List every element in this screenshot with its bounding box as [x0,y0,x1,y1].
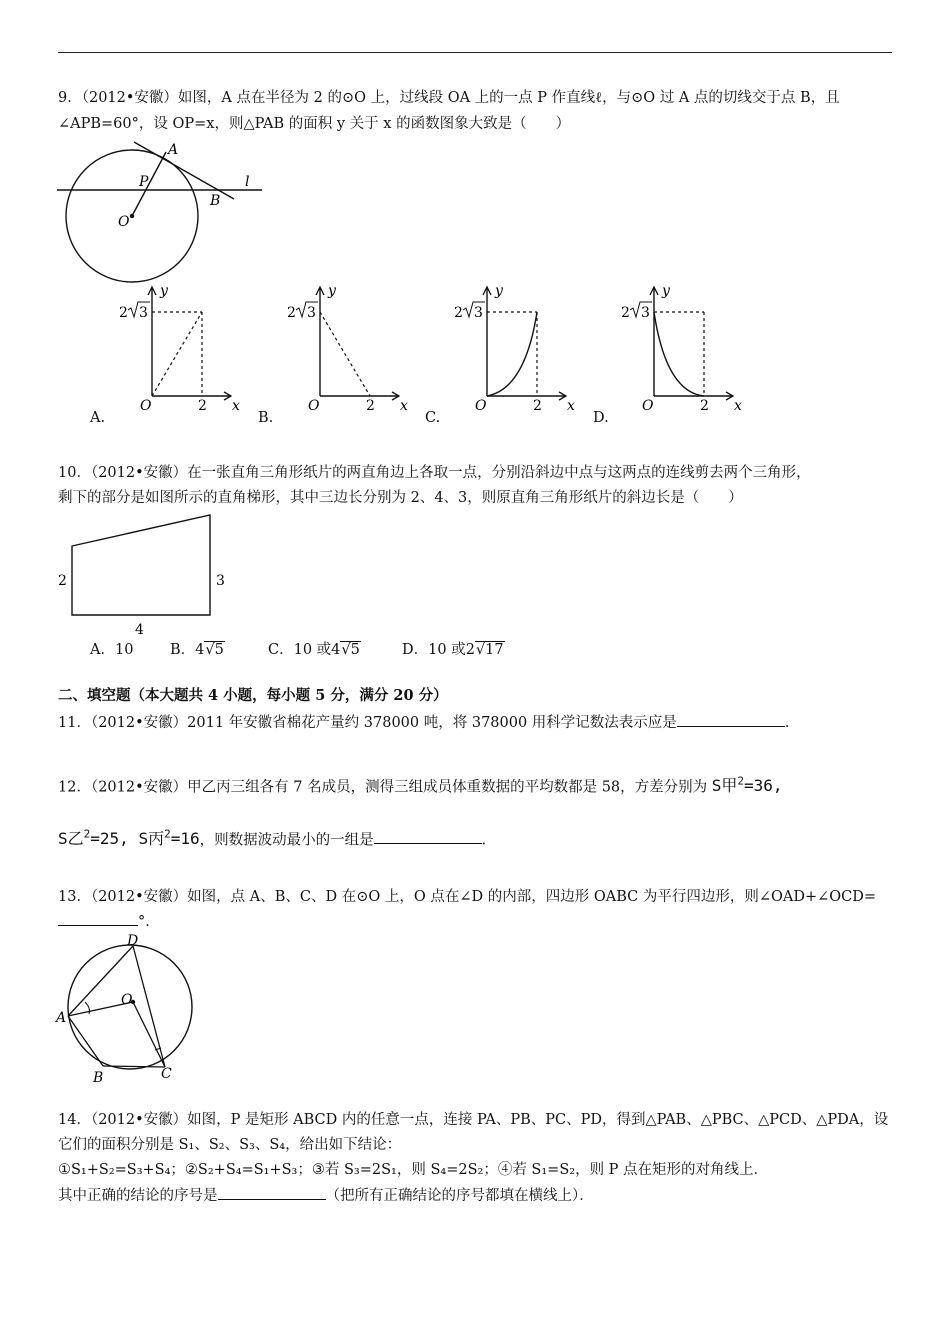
q9-option-a: A. [90,410,106,426]
svg-text:x: x [400,398,408,414]
svg-text:2: 2 [533,398,542,414]
svg-text:3: 3 [474,305,483,321]
q10-label-right: 3 [216,573,225,589]
svg-text:3: 3 [641,305,650,321]
q10-label-left: 2 [58,573,67,589]
q10-line1: 10．（2012•安徽）在一张直角三角形纸片的两直角边上各取一点，分别沿斜边中点与这两点的连线剪去两个三角形， [58,465,811,481]
q9-option-c: C. [425,410,441,426]
q9-label-A: A [168,142,179,158]
q9-option-d: D. [593,410,609,426]
svg-text:2: 2 [700,398,709,414]
svg-text:2: 2 [366,398,375,414]
q10-option-a: A．10 [90,642,134,658]
q13-line1: 13．（2012•安徽）如图，点 A、B、C、D 在⊙O 上，O 点在∠D 的内部，四边形 OABC 为平行四边形，则∠OAD+∠OCD= [58,889,877,905]
q10-label-bottom: 4 [135,622,144,638]
q9-graph-d [614,284,744,416]
svg-text:O: O [308,398,320,414]
q10-option-b: B．4√5 [170,642,224,658]
q9-line2: ∠APB=60°，设 OP=x，则△PAB 的面积 y 关于 x 的函数图象大致是（ ） [58,116,571,132]
q10-trapezoid-figure [55,510,235,640]
svg-text:3: 3 [139,305,148,321]
svg-text:O: O [642,398,654,414]
q14-line4: 其中正确的结论的序号是 （把所有正确结论的序号都填在横线上）． [58,1185,594,1206]
q13-blank[interactable] [58,911,138,926]
q11-blank[interactable] [677,712,785,727]
q9-label-B: B [210,193,221,209]
q14-line2: 它们的面积分别是 S₁、S₂、S₃、S₄，给出如下结论： [58,1137,402,1153]
q13-line2: °． [58,911,160,932]
svg-text:y: y [495,283,503,299]
q13-label-O: O [121,992,133,1008]
svg-text:2: 2 [621,305,630,321]
svg-text:O: O [140,398,152,414]
svg-text:3: 3 [307,305,316,321]
q9-label-O: O [118,214,130,230]
svg-text:O: O [475,398,487,414]
svg-text:2: 2 [119,305,128,321]
q10-option-c: C．10 或4√5 [268,642,360,658]
q10-option-d: D．10 或2√17 [402,642,504,658]
q12-line2: S乙$^2$=25, S丙$^2$=16，则数据波动最小的一组是 ． [58,828,497,849]
q13-label-B: B [93,1070,104,1086]
section-2-heading: 二、填空题（本大题共 4 小题，每小题 5 分，满分 20 分） [58,687,448,704]
q9-graph-b [280,284,410,416]
q14-line1: 14．（2012•安徽）如图，P 是矩形 ABCD 内的任意一点，连接 PA、PB、PC、PD，得到△PAB、△PBC、△PCD、△PDA，设 [58,1112,889,1128]
q12-blank[interactable] [374,829,482,844]
q9-line1: 9．（2012•安徽）如图，A 点在半径为 2 的⊙O 上，过线段 OA 上的一点 P 作直线ℓ，与⊙O 过 A 点的切线交于点 B，且 [58,90,840,106]
svg-text:x: x [232,398,240,414]
q9-label-P: P [139,174,149,190]
q14-blank[interactable] [218,1185,326,1200]
svg-text:2: 2 [287,305,296,321]
svg-text:y: y [160,283,168,299]
top-rule [58,52,892,53]
q12-line1: 12．（2012•安徽）甲乙丙三组各有 7 名成员，测得三组成员体重数据的平均数都是 58，方差分别为 S甲$^2$=36, [58,775,783,796]
svg-text:x: x [734,398,742,414]
q14-line3: ①S₁+S₂=S₃+S₄；②S₂+S₄=S₁+S₃；③若 S₃=2S₁，则 S₄=2S₂；④若 S₁=S₂，则 P 点在矩形的对角线上． [58,1162,769,1178]
q9-graph-a [112,284,242,416]
svg-text:y: y [662,283,670,299]
q9-option-b: B. [258,410,274,426]
svg-text:2: 2 [198,398,207,414]
q13-circle-figure [55,930,205,1085]
q11: 11．（2012•安徽）2011 年安徽省棉花产量约 378000 吨，将 378000 用科学记数法表示应是 ． [58,712,799,733]
q9-circle-figure [52,136,272,286]
q13-label-C: C [161,1066,172,1082]
q13-label-D: D [127,933,139,949]
svg-text:2: 2 [454,305,463,321]
q9-label-l: l [245,174,250,190]
q13-label-A: A [56,1010,67,1026]
svg-text:x: x [567,398,575,414]
q9-graph-c [447,284,577,416]
svg-text:y: y [328,283,336,299]
q10-line2: 剩下的部分是如图所示的直角梯形，其中三边长分别为 2、4、3，则原直角三角形纸片的斜边长是（ ） [58,490,743,506]
